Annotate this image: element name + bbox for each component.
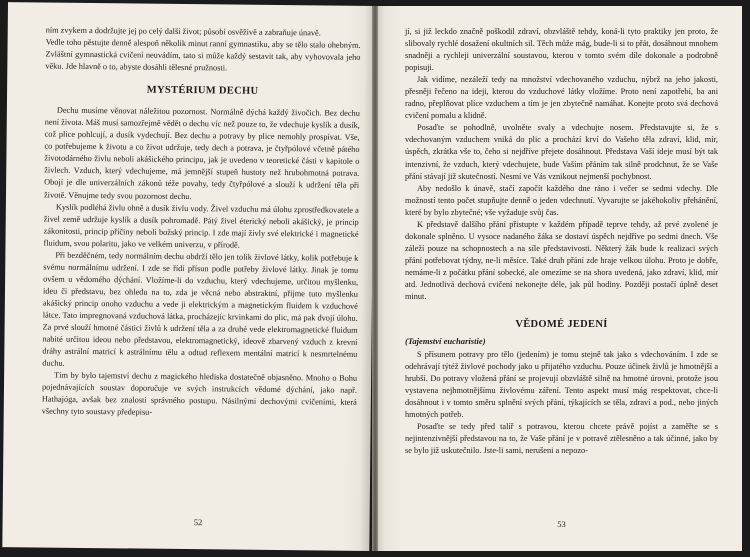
body-paragraph: Při bezděčném, tedy normálním dechu obdrží tělo jen tolik živlové látky, kolik potřebuje k svému normálnímu udržení. I zde se řídí přísun podle potřeby živlové látky. Jinak je tomu ovšem u vědomého dýchání. Vložíme-li do vzduchu, který vdechujeme, určitou myšlenku, ideu či představu, bez ohledu na to, zda je věcná nebo abstraktní, přijme tuto myšlenku akášický princip onoho vzduchu a vede ji elektrickým a magnetickým fluidem k vzduchové látce. Tato impregnovaná vzduchová látka, procházejíc krvinkami do plic, má pak dvojí úlohu. Za prvé slouží hmotné částici živlů k udržení těla a za druhé vede elektromagnetické fluidum nabité určitou ideou nebo představou, elektromagnetický, ideově zbarvený vzduch z krevní dráhy astrální matricí k astrálnímu tělu a odtud reflexem mentální matricí k nesmrtelnému duchu. xyxy=(42,250,359,368)
body-paragraph: jí, si již leckdo značně poškodil zdraví, obzvláště tehdy, koná-li tyto praktiky jen proto, že slibovaly rychlé dosažení okultních sil. Těch může mág, bude-li si to přát, dosáhnout mnohem snadněji a rychleji univerzální soustavou, kterou v tomto svém díle dokonale a podrobně popisuji. xyxy=(405,27,718,73)
body-paragraph: Jak vidíme, nezáleží tedy na množství vdechovaného vzduchu, nýbrž na jeho jakosti, přesněji řečeno na ideji, kterou do vzduchové látky vložíme. Proto není zapotřebí, ba ani radno, přeplňovat plíce vzduchem a tím je jen zbytečně namáhat. Konejte proto svá dechová cvičení pomalu a klidně. xyxy=(405,75,718,121)
book-spread xyxy=(8,6,742,551)
page-number: 52 xyxy=(193,517,203,528)
page-number: 53 xyxy=(557,519,566,529)
book-gutter xyxy=(372,6,378,551)
section-heading: MYSTÉRIUM DECHU xyxy=(146,84,259,97)
body-paragraph: Aby nedošlo k únavě, stačí započít každého dne ráno i večer se sedmi vdechy. Dle možností tento počet stupňujte denně o jeden vdechnutí. Vyvarujte se jakéhokoliv přehánění, které by bylo zbytečné; vše vyžaduje svůj čas. xyxy=(405,183,718,217)
right-page xyxy=(375,6,742,551)
left-page xyxy=(2,2,375,551)
body-paragraph: Kyslík podléhá živlu ohně a dusík živlu vody. Živel vzduchu má úlohu zprostředkovatele a živel země udržuje kyslík a dusík pohromadě. Pátý živel éterický neboli akášický, je princip zákonitosti, princip příčiny neboli božský princip. I zde mají živly své elektrické i magnetické fluidum, svou polaritu, jako ve velkém univerzu, v přírodě. xyxy=(43,202,359,250)
body-paragraph: Posaďte se pohodlně, uvolněte svaly a vdechujte nosem. Představujte si, že s vdechovaným vzduchem vniká do plic a prochází krví do Vašeho těla zdraví, klid, mír, úspěch, zkrátka vše to, čeho si nejdříve přejete dosáhnout. Představa Vaší ideje musí být tak intenzivní, že vzduch, který vdechujete, bude Vaším přáním tak silně prodchnut, že se Vaše přání stávají již skutečností. Nesmí ve Vás vznikout nejmenší pochybnost. xyxy=(405,123,718,181)
body-paragraph: Dechu musíme věnovat náležitou pozornost. Normálně dýchá každý živočich. Bez dechu není života. Máš musí samozřejmě vědět o dechu víc než pouze to, že vdechuje kyslík a dusík, což plice pohlcují, a dusík vydechují. Bez dechu a potravy by plice nemohly prospívat. Vše, co potřebujeme k životu a co život udržuje, tedy dech a potrava, je čtyřpólové včetně pátého životodárného živlu neboli akášického principu, jak je uvedeno v teoretické části v kapitole o živlech. Vzduch, který vdechujeme, má jemnější stupeň hustoty než hrubohmotná potrava. Obojí je dle univerzálních zákonů téže povahy, tedy čtyřpólové a slouží k udržení těla při životě. Věnujme tedy svou pozornost dechu. xyxy=(43,105,360,201)
body-paragraph: Posaďte se tedy před talíř s potravou, kterou chcete právě pojíst a zaměřte se s nejintenzivnější představou na to, že Vaše přání je v potravě ztělesněno a tak účinné, jako by se bylo již uskutečnilo. Jste-li sami, nerušeni a nepozo- xyxy=(405,422,718,456)
intro-paragraph: Vedle toho pěstujte denně alespoň několik minut ranní gymnastiku, aby se tělo stalo ohebným. Zvláštní gymnastická cvičení neuvádím, tato si může každý sestavit tak, aby vyhovovala jeho věku. Jde hlavně o to, abyste dosáhli tělesné pružnosti. xyxy=(45,37,361,73)
intro-line: ním zvykem a dodržujte jej po celý další život; působí osvěživě a zabraňuje únavě. xyxy=(45,25,321,38)
body-paragraph: S přísunem potravy pro tělo (jedením) je tomu stejně tak jako s vdechováním. I zde se odehrávají týtéž živlové pochody jako u přijatého vzduchu. Pouze účinek živlů je hmotnější a hrubší. Do potravy vložená přání se projevují obzvláště silně na hmotné úrovni, protože jsou vystavena nejhmotnějšímu živlovému záření. Tento aspekt musí mág respektovat, chce-li dosáhnout i v tomto směru splnění svých přání, týkajících se těla, zdraví a pod., nebo jiných hmotných potřeb. xyxy=(405,350,718,420)
body-paragraph: Tím by bylo tajemství dechu z magického hlediska dostatečně objasněno. Mnoho o Bohu pojednávajících soustav doporučuje ve svých instrukcích vědomé dýchání, jako např. Hathajóga, avšak bez znalosti správného postupu. Násilnými dechovými cvičeními, která všechny tyto soustavy předepisu- xyxy=(41,370,358,418)
body-paragraph: K představě dalšího přání přistupte v každém případě teprve tehdy, až prvé zvolené je dokonale splněno. U vysoce nadaného žáka se dostaví úspěch nejdříve po sedmi dnech. Vše záleží pouze na schopnostech a na síle představivosti. Některý žák bude k realizaci svých přání potřebovat týdny, ne-li měsíce. Také druh přání zde hraje velkou úlohu. Proto je dobře, nemáme-li z počátku přání sobecké, ale omezíme se na shora uvedená, jako zdraví, klid, mír atd. Jednotlivá dechová cvičení nekonejte déle, jak půl hodiny. Později postačí úplně deset minut. xyxy=(405,219,718,302)
section-heading: VĚDOMÉ JEDENÍ xyxy=(515,319,608,331)
section-subtitle: (Tajemství eucharistie) xyxy=(405,336,486,347)
